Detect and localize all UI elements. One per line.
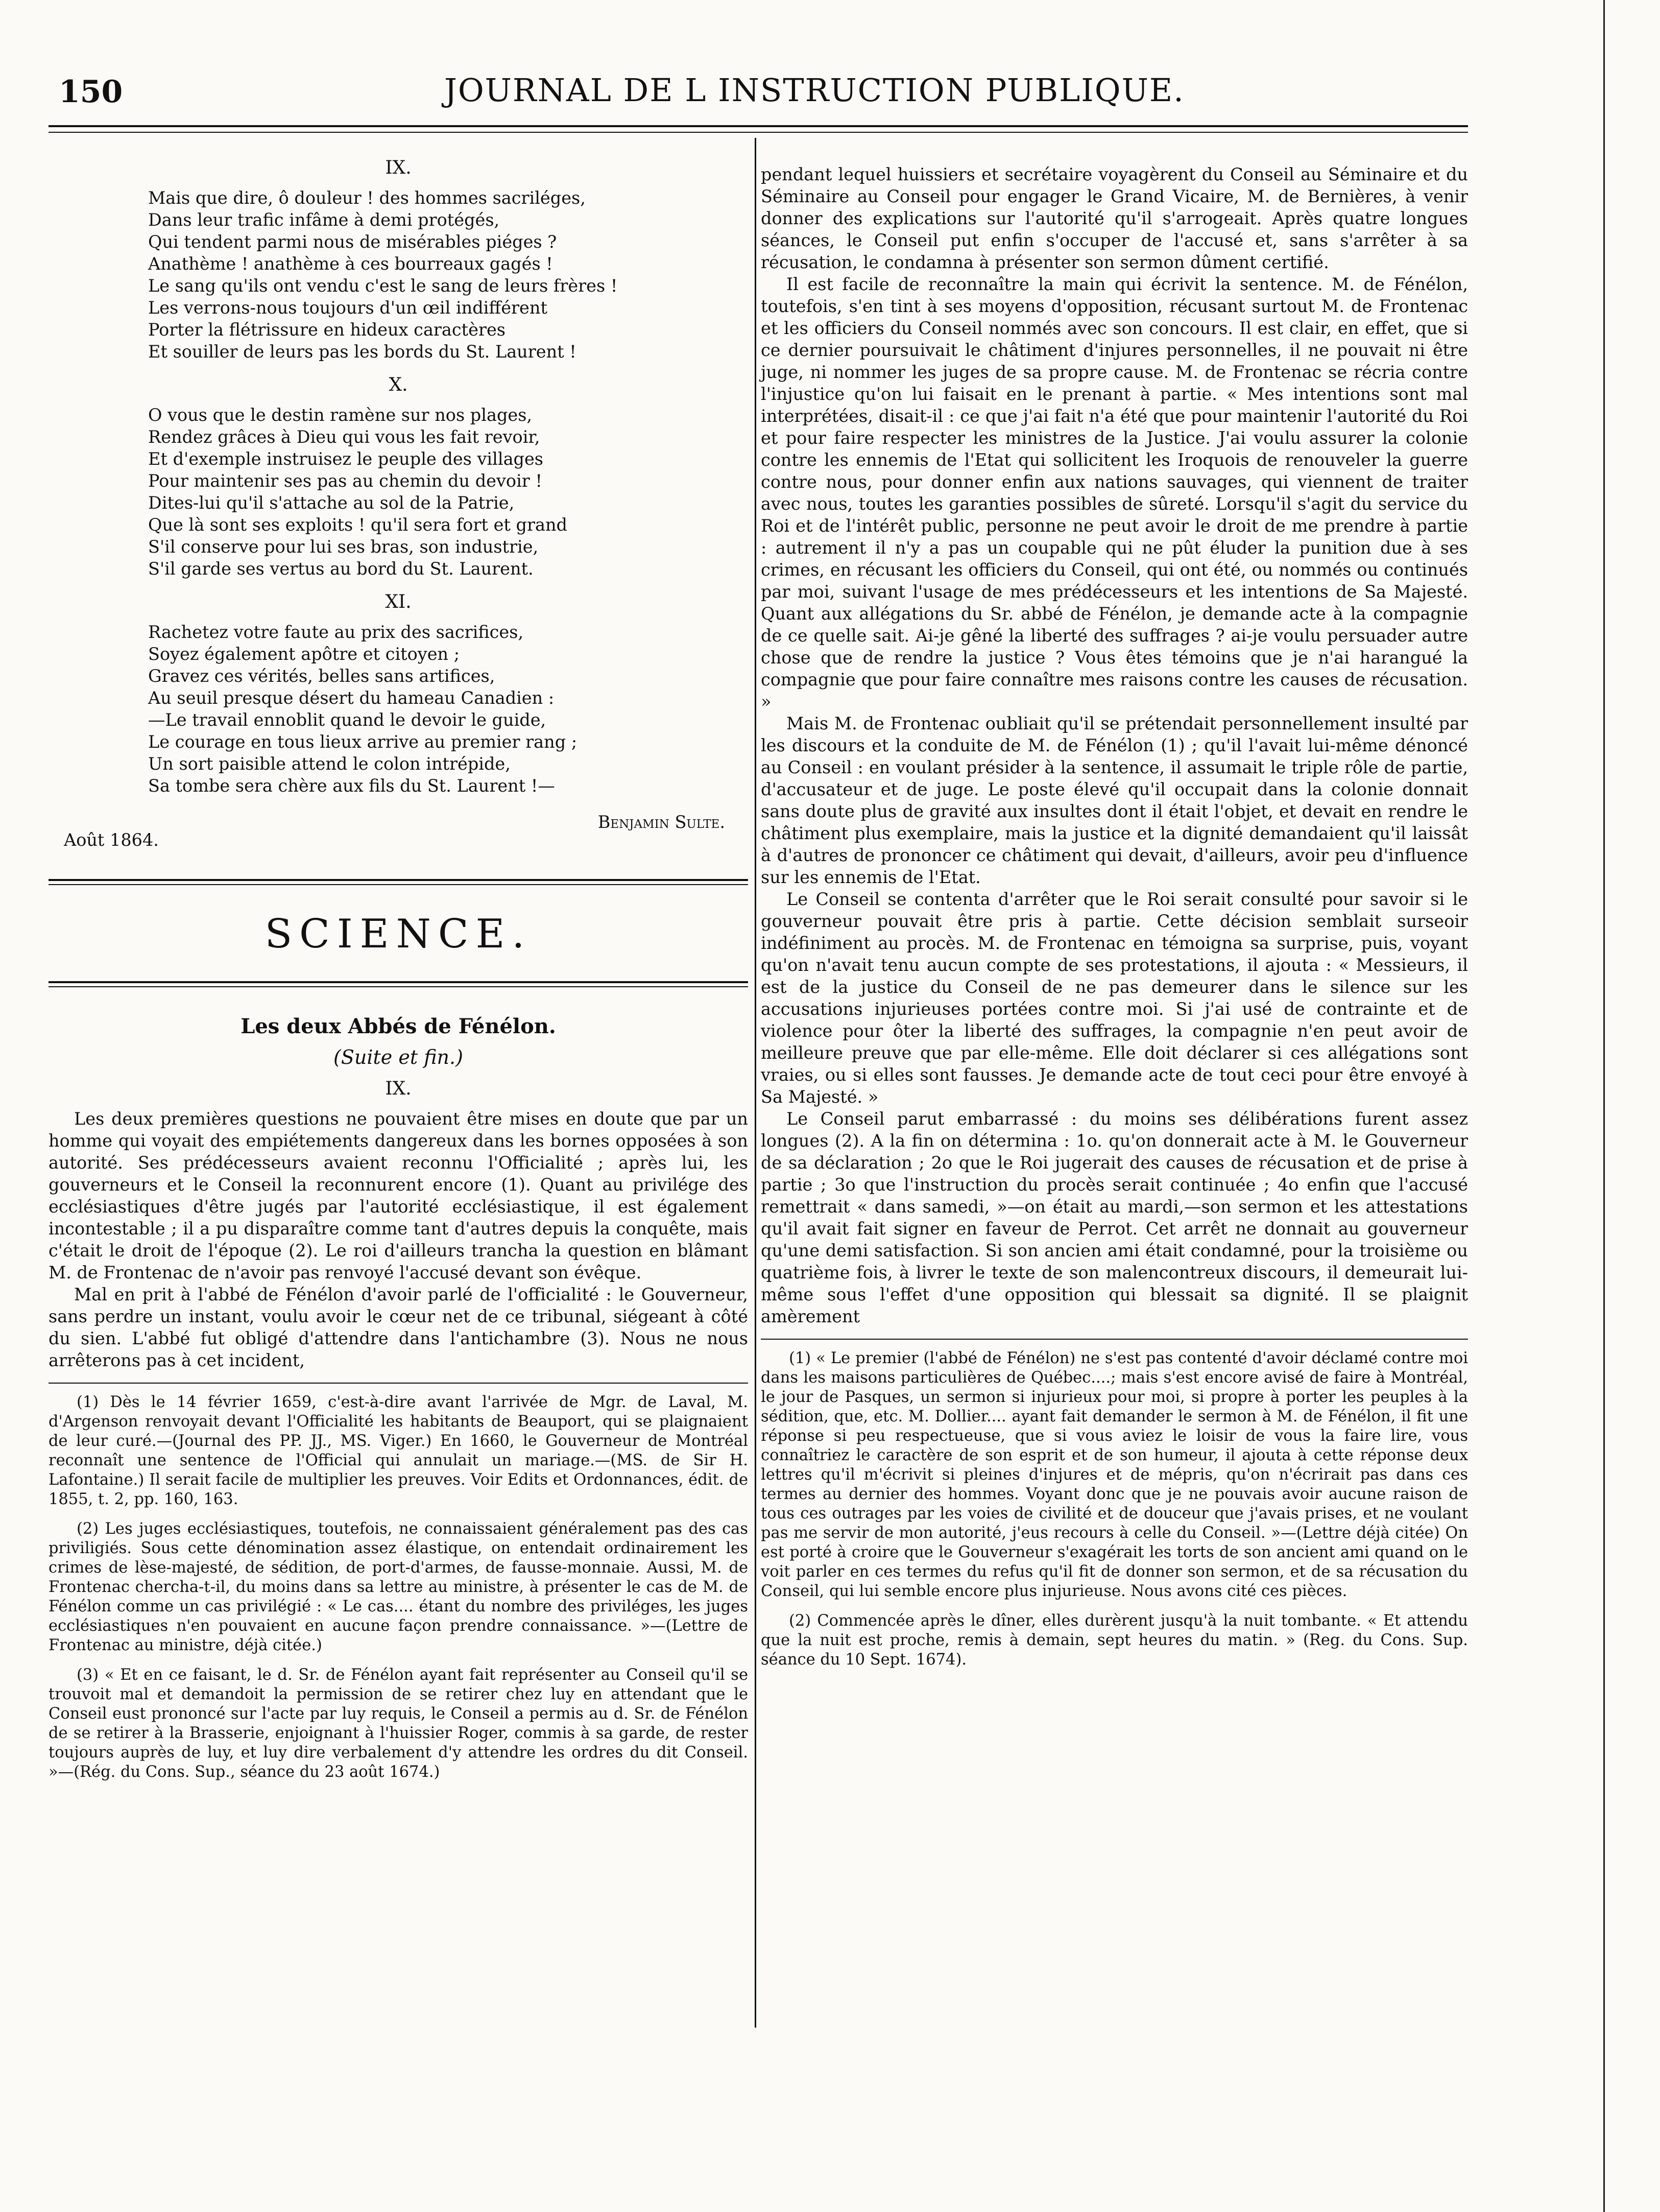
verse-line: Porter la flétrissure en hideux caractères: [148, 320, 506, 340]
paragraph: Il est facile de reconnaître la main qui écrivit la sentence. M. de Fénélon, toutefois, s'en tint à ses moyens d'opposition, récusant surtout M. de Frontenac et les officiers du Conseil nommés avec son concours. Il est clair, en effet, que si ce dernier poursuivait le châtiment d'injures personnelles, il ne pouvait ni être juge, ni nommer les juges de sa propre cause. M. de Frontenac se récria contre l'injustice qu'on lui faisait en le prenant à partie. « Mes intentions sont mal interprétées, disait-il : ce que j'ai fait n'a été que pour maintenir l'autorité du Roi et pour faire respecter les ministres de la Justice. J'ai voulu assurer la colonie contre les ennemis de l'Etat qui sollicitent les Iroquois de renouveler la guerre contre nous, pour donner enfin aux nations sauvages, qui viennent de traiter avec nous, toutes les garanties possibles de sûreté. Lorsqu'il s'agit du service du Roi et de l'intérêt public, personne ne peut avoir le droit de me prendre à partie : autrement il n'y a pas un coupable qui ne pût éluder la punition due à ses crimes, en récusant les officiers du Conseil, qui ont été, ou nommés ou continués par moi, suivant l'usage de mes prédécesseurs et les intentions de Sa Majesté. Quant aux allégations du Sr. abbé de Fénélon, je demande acte à la compagnie de ce quelle sait. Ai-je gêné la liberté des suffrages ? ai-je voulu persuader autre chose que de rendre la justice ? Vous êtes témoins que je n'ai harangué la compagnie que pour faire connaître mes raisons contre les causes de récusation. »: [761, 274, 1468, 711]
poem-date: Août 1864.: [64, 830, 159, 850]
section-rule-bottom: [49, 981, 748, 987]
chapter-number: IX.: [385, 1078, 412, 1099]
verse-line: Et d'exemple instruisez le peuple des villages: [148, 449, 544, 469]
right-column: [761, 163, 1468, 1680]
verse-line: Un sort paisible attend le colon intrépide,: [148, 754, 511, 774]
verse-line: Et souiller de leurs pas les bords du St. Laurent !: [148, 342, 576, 362]
verse-line: Les verrons-nous toujours d'un œil indifférent: [148, 298, 547, 318]
verse-line: O vous que le destin ramène sur nos plages,: [148, 405, 533, 425]
paragraph: Le Conseil se contenta d'arrêter que le Roi serait consulté pour savoir si le gouverneur pouvait être pris à partie. Cette décision semblait surseoir indéfiniment au procès. M. de Frontenac en témoigna sa surprise, puis, voyant qu'on n'avait tenu aucun compte de ses protestations, il ajouta : « Messieurs, il est de la justice du Conseil de ne pas demeurer dans le silence sur les accusations injurieuses portées contre moi. Si j'ai usé de contrainte et de violence pour ôter la liberté des suffrages, la compagnie n'en peut avoir de meilleure preuve que par elle-même. Elle doit déclarer si ces allégations sont vraies, ou si elles sont fausses. Je demande acte de tout ceci pour être envoyé à Sa Majesté. »: [761, 889, 1468, 1107]
poem: [49, 157, 748, 851]
verse-line: Mais que dire, ô douleur ! des hommes sacriléges,: [148, 188, 586, 208]
verse-line: Au seuil presque désert du hameau Canadien :: [148, 688, 555, 708]
verse-line: Dans leur trafic infâme à demi protégés,: [148, 210, 500, 230]
stanza-lines: [148, 404, 748, 580]
header-rule-top: [49, 125, 1468, 127]
stanza-lines: [148, 187, 748, 363]
verse-line: Gravez ces vérités, belles sans artifices,: [148, 666, 495, 686]
column-divider: [755, 138, 756, 2028]
footnote: (2) Les juges ecclésiastiques, toutefois, ne connaissaient généralement pas des cas priviligiés. Sous cette dénomination assez élastique, on entendait ordinairement les crimes de lèse-majesté, de sédition, de port-d'armes, de fausse-monnaie. Aussi, M. de Frontenac chercha-t-il, du moins dans sa lettre au ministre, à présenter le cas de M. de Fénélon comme un cas privilégié : « Le cas.... étant du nombre des priviléges, les juges ecclésiastiques n'en pouvaient en aucune façon prendre connaissance. »—(Lettre de Frontenac au ministre, déjà citée.): [49, 1520, 748, 1654]
left-body: [49, 1108, 748, 1371]
footnote-rule: [761, 1339, 1468, 1340]
stanza-lines: [148, 621, 748, 797]
stanza-9: [49, 157, 748, 363]
paragraph: pendant lequel huissiers et secrétaire voyagèrent du Conseil au Séminaire et du Séminaire au Conseil pour engager le Grand Vicaire, M. de Bernières, à venir donner des explications sur l'autorité qu'il s'arrogeait. Après quatre longues séances, le Conseil put enfin s'occuper de l'accusé et, sans s'arrêter à sa récusation, le condamna à présenter son sermon dûment certifié.: [761, 164, 1468, 272]
verse-line: Anathème ! anathème à ces bourreaux gagés !: [148, 254, 553, 274]
verse-line: S'il conserve pour lui ses bras, son industrie,: [148, 537, 539, 557]
paragraph: Mal en prit à l'abbé de Fénélon d'avoir parlé de l'officialité : le Gouverneur, sans perdre un instant, voulu avoir le cœur net de ce tribunal, siégeant à côté du sien. L'abbé fut obligé d'attendre dans l'antichambre (3). Nous ne nous arrêterons pas à cet incident,: [49, 1285, 748, 1370]
verse-line: Le sang qu'ils ont vendu c'est le sang de leurs frères !: [148, 276, 618, 296]
section-rule-top: [49, 879, 748, 885]
footnote: (2) Commencée après le dîner, elles durèrent jusqu'à la nuit tombante. « Et attendu que la nuit est proche, remis à demain, sept heures du matin. » (Reg. du Cons. Sup. séance du 10 Sept. 1674).: [761, 1612, 1468, 1669]
stanza-11: [49, 591, 748, 797]
footnotes: [49, 1393, 748, 1782]
verse-line: S'il garde ses vertus au bord du St. Laurent.: [148, 559, 534, 579]
section-title: SCIENCE.: [264, 911, 532, 957]
verse-line: —Le travail ennoblit quand le devoir le guide,: [148, 710, 546, 730]
page-edge-line: [1603, 0, 1605, 2212]
footnote: (1) Dès le 14 février 1659, c'est-à-dire avant l'arrivée de Mgr. de Laval, M. d'Argenson renvoyait devant l'Officialité les habitants de Beauport, qui se plaignaient de leur curé.—(Journal des PP. JJ., MS. Viger.) En 1660, le Gouverneur de Montréal reconnaît une sentence de l'Official qui annulait un mariage.—(MS. de Sir H. Lafontaine.) Il serait facile de multiplier les preuves. Voir Edits et Ordonnances, édit. de 1855, t. 2, pp. 160, 163.: [49, 1393, 748, 1508]
header-rule-bottom: [49, 132, 1468, 133]
running-title: JOURNAL DE L INSTRUCTION PUBLIQUE.: [444, 72, 1185, 109]
paragraph: Les deux premières questions ne pouvaient être mises en doute que par un homme qui voyait des empiétements dangereux dans les bornes opposées à son autorité. Ses prédécesseurs avaient reconnu l'Officialité ; après lui, les gouverneurs et le Conseil la reconnurent encore (1). Quant au privilége des ecclésiastiques d'être jugés par l'autorité ecclésiastique, il est également incontestable ; il a pu disparaître comme tant d'autres depuis la conquête, mais c'était le droit de l'époque (2). Le roi d'ailleurs trancha la question en blâmant M. de Frontenac de n'avoir pas renvoyé l'accusé devant son évêque.: [49, 1109, 748, 1282]
footnotes: [761, 1349, 1468, 1670]
verse-line: Qui tendent parmi nous de misérables piéges ?: [148, 232, 557, 252]
verse-line: Que là sont ses exploits ! qu'il sera fort et grand: [148, 515, 567, 535]
stanza-number: IX.: [385, 157, 412, 178]
right-body: [761, 163, 1468, 1327]
article-subtitle: (Suite et fin.): [333, 1046, 463, 1068]
stanza-number: X.: [389, 374, 408, 395]
stanza-10: [49, 374, 748, 580]
left-column: [49, 146, 748, 1792]
verse-line: Le courage en tous lieux arrive au premier rang ;: [148, 732, 578, 752]
footnote: (1) « Le premier (l'abbé de Fénélon) ne s'est pas contenté d'avoir déclamé contre moi dans les maisons particulières de Québec....; mais s'est encore avisé de faire à Montréal, le jour de Pasques, un sermon si injurieux pour moi, si propre à porter les peuples à la sédition, que, etc. M. Dollier.... ayant fait demander le sermon à M. de Fénélon, il fit une réponse si peu respectueuse, que si vous aviez le loisir de vous la faire lire, vous connaîtriez le caractère de son esprit et de son humeur, il ajouta à cette réponse deux lettres qu'il m'écrivit si pleines d'injures et de mépris, qu'on n'écrirait pas dans ces termes au dernier des hommes. Voyant donc que je ne pouvais avoir aucune raison de tous ces outrages par les voies de civilité et de douceur que j'avais prises, et ne voulant pas me servir de mon autorité, j'eus recours à celle du Conseil. »—(Lettre déjà citée) On est porté à croire que le Gouverneur s'exagérait les torts de son ancient ami quand on le voit parler en ces termes du refus qu'il fit de donner son sermon, et de sa récusation du Conseil, qui lui semble encore plus injurieuse. Nous avons cité ces pièces.: [761, 1349, 1468, 1600]
verse-line: Dites-lui qu'il s'attache au sol de la Patrie,: [148, 493, 515, 513]
page-number: 150: [59, 74, 123, 110]
footnote-rule: [49, 1383, 748, 1384]
verse-line: Rachetez votre faute au prix des sacrifices,: [148, 622, 524, 642]
verse-line: Sa tombe sera chère aux fils du St. Laurent !—: [148, 776, 555, 796]
verse-line: Pour maintenir ses pas au chemin du devoir !: [148, 471, 542, 491]
poem-author: Benjamin Sulte.: [597, 812, 725, 832]
paragraph: Le Conseil parut embarrassé : du moins ses délibérations furent assez longues (2). A la fin on détermina : 1o. qu'on donnerait acte à M. le Gouverneur de sa déclaration ; 2o que le Roi jugerait des causes de récusation et de prise à partie ; 3o que l'instruction du procès serait continuée ; 4o enfin que l'accusé remettrait « dans samedi, »—on était au mardi,—son sermon et les attestations qu'il avait fait signer en faveur de Perrot. Cet arrêt ne donnait au gouverneur qu'une demi satisfaction. Si son ancien ami était condamné, pour la troisième ou quatrième fois, à livrer le texte de son malencontreux discours, il demeurait lui-même sous l'effet d'une opposition qui blessait sa dignité. Il se plaignit amèrement: [761, 1109, 1468, 1326]
footnote: (3) « Et en ce faisant, le d. Sr. de Fénélon ayant fait représenter au Conseil qu'il se trouvoit mal et demandoit la permission de se retirer chez luy en attendant que le Conseil eust prononcé sur l'acte par luy requis, le Conseil a permis au d. Sr. de Fénélon de se retirer à la Brasserie, enjoignant à l'huissier Roger, commis à sa garde, de rester toujours auprès de luy, et luy dire verbalement d'y attendre les ordres du dit Conseil. »—(Rég. du Cons. Sup., séance du 23 août 1674.): [49, 1666, 748, 1781]
paragraph: Mais M. de Frontenac oubliait qu'il se prétendait personnellement insulté par les discours et la conduite de M. de Fénélon (1) ; qu'il l'avait lui-même dénoncé au Conseil : en voulant présider à la sentence, il assumait le triple rôle de partie, d'accusateur et de juge. Le poste élevé qu'il occupait dans la colonie donnait sans doute plus de gravité aux insultes dont il était l'objet, et devait en rendre le châtiment plus exemplaire, mais la justice et la dignité demandaient qu'il laissât à d'autres de prononcer ce châtiment qui devait, d'ailleurs, avoir peu d'influence sur les ennemis de l'Etat.: [761, 713, 1468, 887]
verse-line: Rendez grâces à Dieu qui vous les fait revoir,: [148, 427, 540, 447]
article-title: Les deux Abbés de Fénélon.: [240, 1014, 556, 1038]
verse-line: Soyez également apôtre et citoyen ;: [148, 644, 460, 664]
stanza-number: XI.: [385, 591, 412, 612]
